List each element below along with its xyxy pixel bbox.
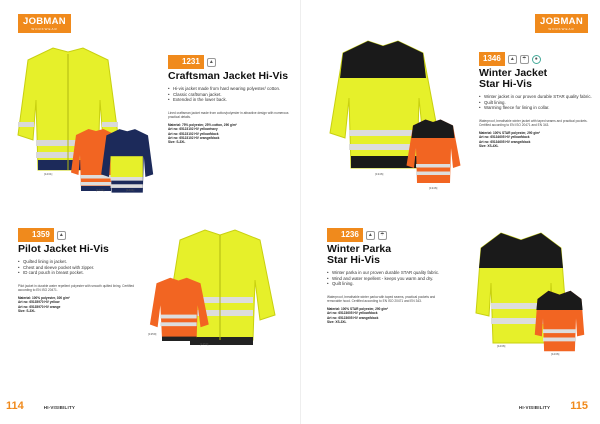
feature-item: • Extended in the lower back. — [168, 97, 296, 103]
certification-icon: ▲ — [366, 231, 375, 240]
pilot-jacket-images — [150, 225, 290, 365]
winter-jacket-orange-black — [407, 120, 461, 184]
certification-icon: ▲ — [57, 231, 66, 240]
product-description: Waterproof, breathable winter jacket with taped seams and practical pockets. Certified according to EN ISO 20471 and EN 343. — [479, 118, 588, 127]
rain-icon: ☂ — [378, 231, 387, 240]
image-caption: [1346] — [429, 186, 438, 190]
product-specs: Material: 100% STAR polyester, 290 g/m² Art no: 65134605 HV yellow/black Art no: 65134605 HV orange/black Size: XS-4XL — [479, 131, 541, 148]
feature-item: • Warming fleece for lining in collar. — [479, 105, 594, 111]
product-1231 — [168, 55, 296, 144]
feature-item: • Winter parka in our proven durable STAR quality fabric. — [327, 270, 447, 276]
image-caption: [1236] — [497, 344, 506, 348]
image-caption: [1346] — [375, 172, 384, 176]
product-specs: Material: 100% polyester, 300 g/m² Art no: 65135970 HV yellow Art no: 65135970 HV orange Size: S-3XL — [18, 296, 70, 313]
oeko-tex-icon: ● — [532, 55, 541, 64]
product-title: Pilot Jacket Hi-Vis — [18, 243, 109, 255]
product-specs: Material: 75% polyester, 25% cotton, 290 g/m² Art no: 65123102 HV yellow/navy Art no: 65123102 HV yellow/black Art no: 65123102 HV orange/black Size: S-3XL — [168, 123, 237, 144]
image-caption: [1359] — [148, 332, 157, 336]
page-number: 115 — [570, 400, 588, 412]
winter-parka-images — [451, 228, 591, 378]
product-description: Lined craftsman jacket made from cotton/polyester in attractive design with numerous practical details. — [168, 110, 289, 119]
feature-list — [18, 259, 148, 276]
product-1236 — [327, 228, 447, 324]
feature-list — [327, 270, 447, 287]
section-label: HI-VISIBILITY — [518, 405, 551, 410]
feature-item: • Chest and sleeve pocket with zipper. — [18, 265, 148, 271]
feature-item: • Quilt lining. — [479, 100, 594, 106]
section-label: HI-VISIBILITY — [43, 405, 76, 410]
feature-item: • Quilt lining. — [327, 281, 447, 287]
article-number: 1346 — [479, 52, 505, 66]
feature-item: • Wind and water repellent - keeps you warm and dry. — [327, 276, 447, 282]
product-specs: Material: 100% STAR polyester, 290 g/m² Art no: 65123605 HV yellow/black Art no: 65123605 HV orange/black Size: XS-3XL — [327, 307, 389, 324]
image-caption: [1231] — [44, 172, 53, 176]
feature-item: • Classic craftsman jacket. — [168, 92, 296, 98]
right-page — [300, 0, 600, 424]
image-caption: [1359] — [200, 342, 209, 346]
product-title: Winter Parka Star Hi-Vis — [327, 243, 392, 266]
image-caption: [1231] — [96, 188, 105, 192]
feature-item: • Hi-vis jacket made from hard wearing polyester/ cotton. — [168, 86, 296, 92]
image-caption: [1231] — [126, 188, 135, 192]
article-number: 1231 — [168, 55, 204, 69]
feature-item: • Quilted lining in jacket. — [18, 259, 148, 265]
article-number: 1359 — [18, 228, 54, 242]
winter-jacket-images — [323, 38, 473, 188]
certification-icon: ▲ — [508, 55, 517, 64]
certification-icon: ▲ — [207, 58, 216, 67]
brand-logo: JOBMAN WORKWEAR — [18, 14, 71, 33]
rain-icon: ☂ — [520, 55, 529, 64]
footer-left — [6, 400, 75, 412]
brand-logo: JOBMAN WORKWEAR — [535, 14, 588, 33]
product-description: Waterproof, breathable winter parka with taped seams, practical pockets and removable hood. Certified according to EN ISO 20471 and EN 343. — [327, 294, 436, 303]
product-description: Pilot jacket in durable water repellent polyester with smooth quilted lining. Certified according to EN ISO 20471. — [18, 283, 135, 292]
product-title: Winter Jacket Star Hi-Vis — [479, 67, 548, 90]
article-number: 1236 — [327, 228, 363, 242]
product-1346 — [479, 52, 594, 148]
feature-list — [479, 94, 594, 111]
feature-item: • ID card pouch in breast pocket. — [18, 270, 148, 276]
feature-item: • Winter jacket in our proven durable STAR quality fabric. — [479, 94, 594, 100]
image-caption: [1236] — [551, 352, 560, 356]
page-number: 114 — [6, 400, 24, 412]
craftsman-jacket-images — [8, 40, 148, 190]
footer-right — [519, 400, 588, 412]
feature-list — [168, 86, 296, 103]
product-title: Craftsman Jacket Hi-Vis — [168, 70, 289, 82]
product-1359 — [18, 228, 148, 313]
